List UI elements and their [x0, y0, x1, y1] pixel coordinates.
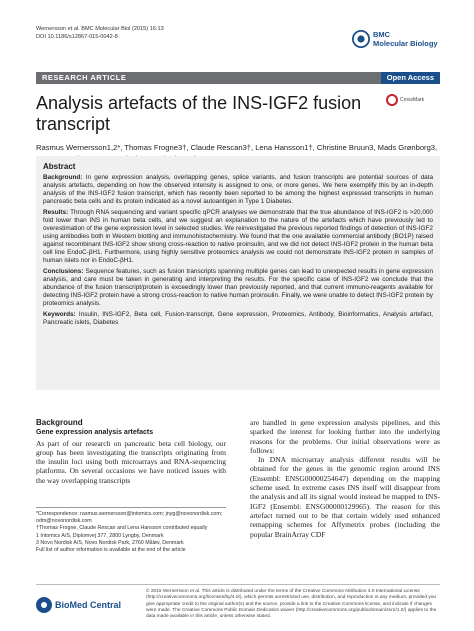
keywords-label: Keywords:	[43, 311, 76, 318]
author-list: Rasmus Wernersson1,2*, Thomas Frogne3†, Claude Rescan3†, Lena Hansson1†, Christine Bruun3, Mads Grønborg3,	[36, 143, 438, 152]
biomed-central-icon	[36, 597, 52, 613]
article-meta	[36, 25, 164, 41]
bmc-logo-icon	[352, 30, 370, 48]
footnote: *Correspondence: rasmus.wernersson@intomics.com; jnyg@novonordisk.com; odm@novonordisk.com	[36, 511, 223, 525]
abstract-background	[43, 174, 433, 206]
crossmark-badge[interactable]	[386, 94, 424, 106]
body-paragraph: are handled in gene expression analysis pipelines, and this sparked the interest for looking further into the underlying reasons for the problems. Our initial observations were as follows:	[250, 418, 440, 455]
keywords-text: Insulin, INS-IGF2, Beta cell, Fusion-transcript, Gene expression, Proteomics, Antibody, Bioinformatics, Analysis artefact, Pancreatic islets, Diabetes	[43, 311, 433, 326]
abstract-conclusions	[43, 268, 433, 308]
footnote: 1 Intomics A/S, Diplomvej 377, 2800 Lyngby, Denmark	[36, 532, 164, 539]
brand-line2: Molecular Biology	[373, 39, 438, 48]
abstract-box	[36, 156, 440, 390]
abstract-heading: Abstract	[43, 162, 76, 171]
footnotes	[36, 507, 226, 554]
body-paragraph: As part of our research on pancreatic beta cell biology, our group has been investigating the transcripts originating from the insulin loci using both microarrays and RNA-sequencing platforms. On several occasions we have noticed issues with the way overlapping transcripts	[36, 438, 226, 485]
page-footer	[36, 584, 440, 620]
subsection-heading: Gene expression analysis artefacts	[36, 429, 154, 437]
body-column-left	[36, 418, 226, 485]
results-label: Results:	[43, 209, 69, 216]
body-paragraph: In DNA microarray analysis different results will be obtained for the genes in the genomic region around INS (Ensembl: ENSG00000254647) depending on the mapping scheme used. In extreme cases INS itself will disappear from the analysis and all its signal would instead be mapped to INS-IGF2 (Ensembl: ENSG00000129965). The reason for this artefact turned out to be that certain widely used enhanced remapping schemes for Affymetrix probes (including the popular BrainArray CDF	[250, 455, 440, 539]
publisher-name: BioMed Central	[55, 599, 122, 610]
journal-brand	[352, 30, 438, 48]
brand-line1: BMC	[373, 30, 391, 39]
license-text: © 2015 Wernersson et al. This article is distributed under the terms of the Creative Commons Attribution 4.0 International License (http://creativecommons.org/licenses/by/4.0/), which permits unrestricted use, distribution, and reproduction in any medium, provided you give appropriate credit to the original author(s) and the source, provide a link to the Creative Commons license, and indicate if changes were made. The Creative Commons Public Domain Dedication waiver (http://creativecommons.org/publicdomain/zero/1.0/) applies to the data made available in this article, unless otherwise stated.	[146, 589, 437, 620]
abstract-keywords	[43, 311, 433, 327]
abstract-results	[43, 209, 433, 265]
open-access-badge[interactable]: Open Access	[381, 72, 440, 84]
publisher-logo[interactable]	[36, 589, 146, 620]
results-text: Through RNA sequencing and variant specific qPCR analyses we demonstrate that the true abundance of INS-IGF2 is >20,000 fold lower than INS in human beta cells, and we suggest an explanation to the nature of the artefacts which have previously led to overestimation of the gene expression level in selected studies. We reinvestigated the previous reported findings of detection of INS-IGF2 using antibodies both in Western blotting and immunohistochemistry. We found that the one available commercial antibody (BO1P) raised against recombinant INS-IGF2 show strong cross-reaction to native proinsulin, and we did not detect INS-IGF2 protein in the human beta cell line EndoC-βH1. Furthermore, using highly sensitive proteomics analysis we could not demonstrate INS-IGF2 protein in samples of human islets nor in EndoC-βH1.	[43, 209, 433, 264]
section-heading: Background	[36, 418, 83, 427]
citation: Wernersson et al. BMC Molecular Biol (2015) 16:13	[36, 26, 164, 32]
body-column-right	[250, 418, 440, 539]
crossmark-icon	[386, 94, 398, 106]
article-title: Analysis artefacts of the INS-IGF2 fusion transcript	[36, 93, 362, 134]
article-type: RESEARCH ARTICLE	[42, 73, 127, 82]
conclusions-label: Conclusions:	[43, 268, 84, 275]
background-label: Background:	[43, 174, 83, 181]
doi: DOI 10.1186/s12867-015-0042-8	[36, 34, 118, 40]
article-type-bar	[36, 72, 440, 84]
crossmark-label: CrossMark	[400, 97, 425, 103]
footnote: †Thomas Frogne, Claude Rescan and Lena Hansson contributed equally	[36, 525, 208, 532]
footnote: Full list of author information is available at the end of the article	[36, 547, 186, 554]
background-text: In gene expression analysis, overlapping genes, splice variants, and fusion transcripts are potential sources of data analysis artefacts, depending on how the observed intensity is assigned to one, or more genes. We here exemplify this by an in-depth analysis of the INS-IGF2 fusion transcript, which has recently been reported to be among the highest expressed transcripts in human pancreatic beta cells and its protein indicated as a novel autoantigen in Type 1 Diabetes.	[43, 174, 434, 205]
conclusions-text: Sequence features, such as fusion transcripts spanning multiple genes can lead to unexpected results in gene expression analysis, and care must be taken in generating and interpreting the results. For the specific case of INS-IGF2 we conclude that the abundance of the fusion transcript/protein is exceedingly lower than previously reported, and that current immuno-reagents available for detecting INS-IGF2 protein have a strong cross-reaction to native human proinsulin. Finally, we were unable to detect INS-IGF2 protein by proteomics analysis.	[43, 268, 434, 307]
footnote: 3 Novo Nordisk A/S, Novo Nordisk Park, 2760 Måløv, Denmark	[36, 539, 184, 546]
